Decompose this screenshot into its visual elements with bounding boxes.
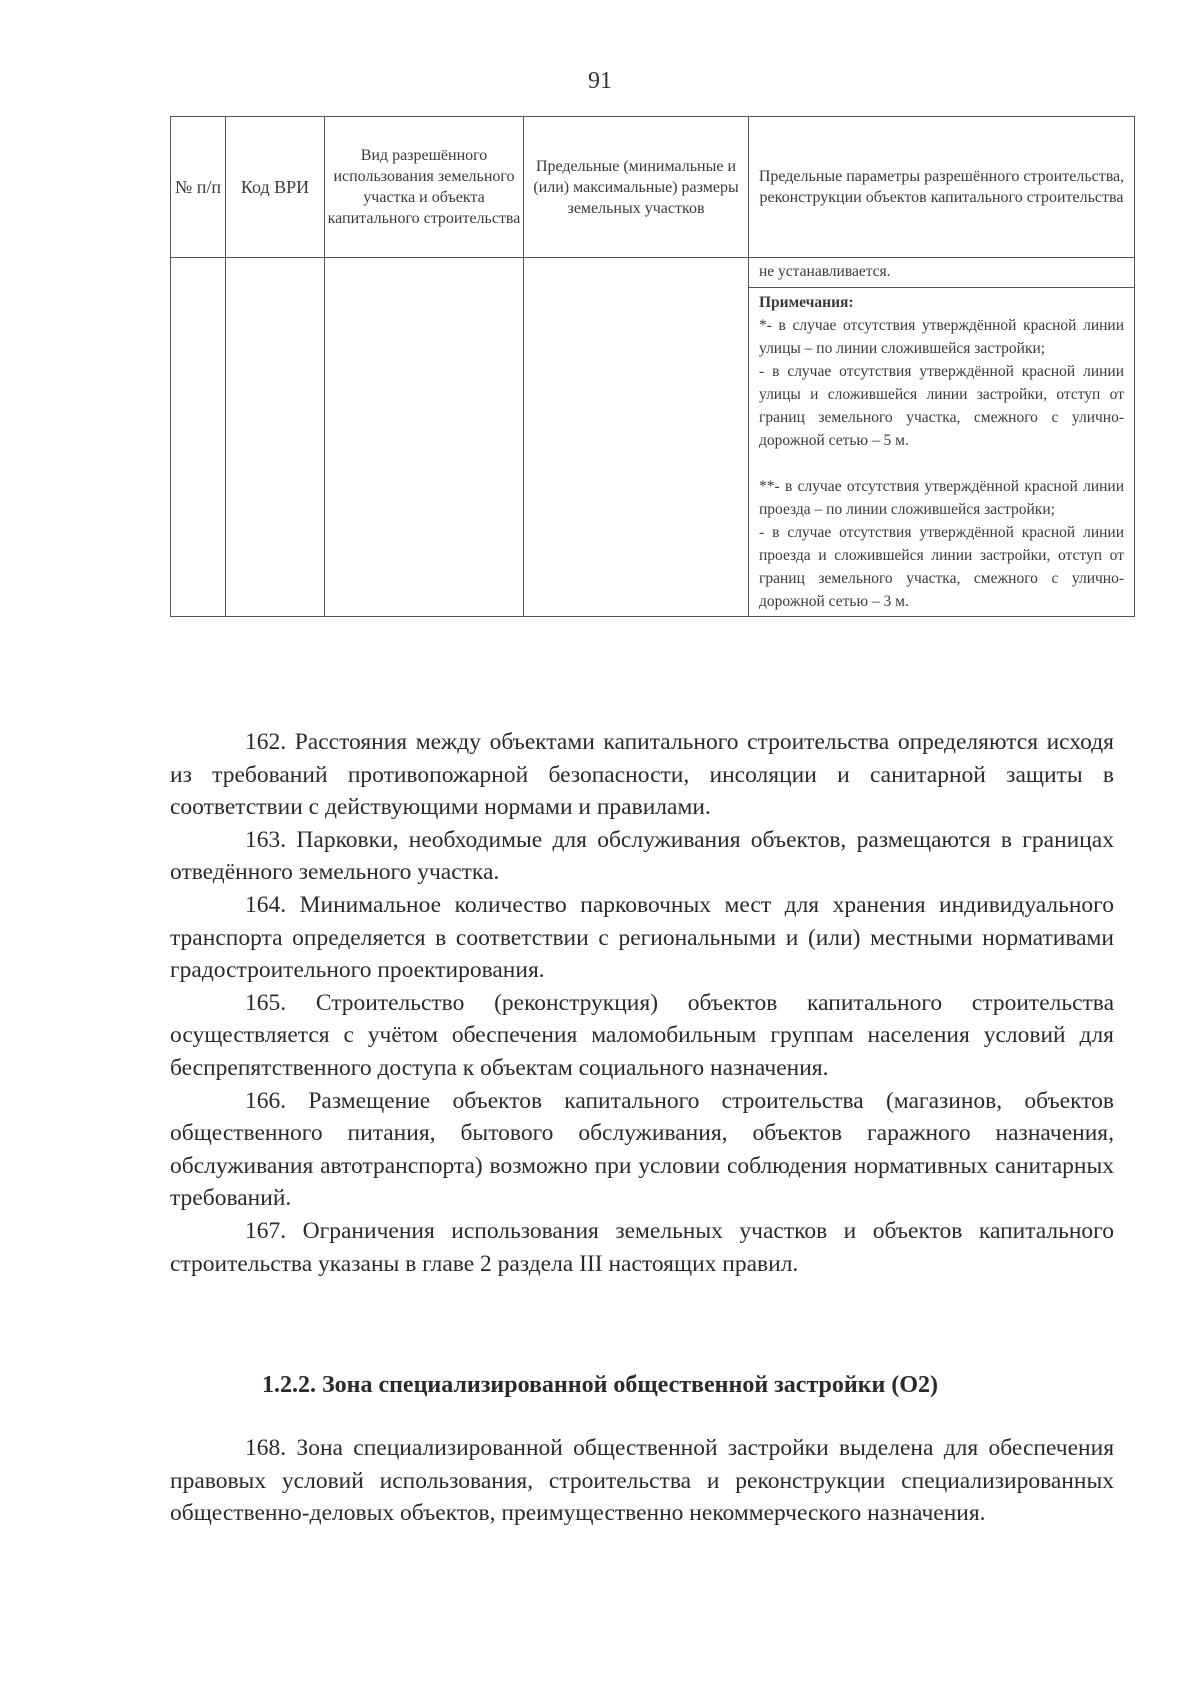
cell-code — [226, 258, 325, 617]
cell-plot-sizes — [524, 258, 749, 617]
header-construction-params: Предельные параметры разрешённого строительства, реконструкции объектов капитального строительства — [749, 117, 1135, 258]
note-item: - в случае отсутствия утверждённой красной линии улицы и сложившейся линии застройки, отступ от границ земельного участка, смежного с улично-дорожной сетью – 5 м. — [759, 363, 1124, 449]
body-paragraphs-2 — [170, 1432, 1114, 1530]
params-text: не устанавливается. — [759, 263, 891, 280]
paragraph-163: 163. Парковки, необходимые для обслуживания объектов, размещаются в границах отведённого земельного участка. — [170, 826, 1114, 886]
page-number: 91 — [588, 68, 612, 94]
regulation-table — [170, 116, 1135, 617]
cell-number — [171, 258, 226, 617]
body-paragraphs — [170, 726, 1114, 1280]
header-use-type: Вид разрешённого использования земельного участка и объекта капитального строительства — [325, 117, 524, 258]
paragraph-162: 162. Расстояния между объектами капитального строительства определяются исходя из требований противопожарной безопасности, инсоляции и санитарной защиты в соответствии с действующими нормами и правилами. — [170, 729, 1114, 821]
paragraph-167: 167. Ограничения использования земельных участков и объектов капитального строительства указаны в главе 2 раздела III настоящих правил. — [170, 1217, 1114, 1277]
notes-block — [749, 288, 1134, 616]
header-number: № п/п — [171, 117, 226, 258]
note-item: **- в случае отсутствия утверждённой красной линии проезда – по линии сложившейся застройки; — [759, 478, 1124, 518]
note-item: *- в случае отсутствия утверждённой красной линии улицы – по линии сложившейся застройки; — [759, 317, 1124, 357]
note-item: - в случае отсутствия утверждённой красной линии проезда и сложившейся линии застройки, отступ от границ земельного участка, смежного с улично-дорожной сетью – 3 м. — [759, 524, 1124, 610]
paragraph-165: 165. Строительство (реконструкция) объектов капитального строительства осуществляется с учётом обеспечения маломобильным группам населения условий для беспрепятственного доступа к объектам социального назначения. — [170, 989, 1114, 1081]
table-header-row — [171, 117, 1135, 258]
notes-title: Примечания: — [759, 294, 854, 311]
paragraph-168: 168. Зона специализированной общественной застройки выделена для обеспечения правовых условий использования, строительства и реконструкции специализированных общественно-деловых объектов, преимущественно некоммерческого назначения. — [170, 1435, 1114, 1527]
section-heading: 1.2.2. Зона специализированной общественной застройки (О2) — [261, 1372, 939, 1398]
cell-notes — [749, 288, 1135, 617]
header-plot-sizes: Предельные (минимальные и (или) максимальные) размеры земельных участков — [524, 117, 749, 258]
paragraph-166: 166. Размещение объектов капитального строительства (магазинов, объектов общественного питания, бытового обслуживания, объектов гаражного назначения, обслуживания автотранспорта) возможно при условии соблюдения нормативных санитарных требований. — [170, 1087, 1114, 1212]
paragraph-164: 164. Минимальное количество парковочных мест для хранения индивидуального транспорта определяется в соответствии с региональными и (или) местными нормативами градостроительного проектирования. — [170, 891, 1114, 984]
cell-use-type — [325, 258, 524, 617]
cell-params-1 — [749, 258, 1135, 288]
table-row — [171, 258, 1135, 288]
header-code: Код ВРИ — [226, 117, 325, 258]
